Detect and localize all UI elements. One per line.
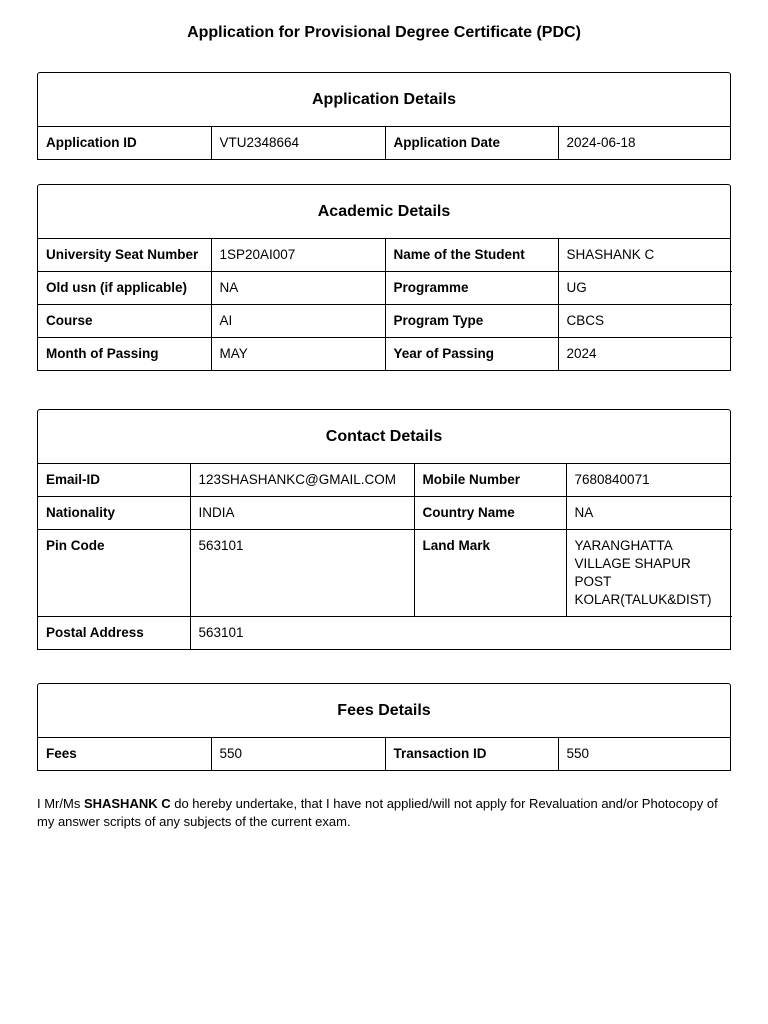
field-value: 2024-06-18 bbox=[566, 135, 636, 150]
field-label: Country Name bbox=[414, 497, 566, 530]
field-value: 2024 bbox=[566, 346, 597, 361]
field-label: Name of the Student bbox=[385, 239, 558, 272]
academic-details-section bbox=[37, 184, 731, 371]
table-row bbox=[38, 530, 732, 617]
field-value: NA bbox=[211, 272, 385, 305]
field-label: Mobile Number bbox=[414, 464, 566, 497]
table-row bbox=[38, 738, 732, 770]
undertaking-statement bbox=[37, 795, 737, 831]
field-value: 550 bbox=[211, 738, 385, 770]
field-value: MAY bbox=[211, 338, 385, 371]
field-value: AI bbox=[211, 305, 385, 338]
field-value: CBCS bbox=[558, 305, 732, 338]
contact-details-section bbox=[37, 409, 731, 650]
field-value: NA bbox=[566, 497, 732, 530]
application-details-table bbox=[38, 127, 732, 159]
page-title: Application for Provisional Degree Certificate (PDC) bbox=[187, 24, 581, 41]
field-label: Fees bbox=[38, 738, 211, 770]
field-value: INDIA bbox=[190, 497, 414, 530]
field-value: 563101 bbox=[190, 530, 414, 617]
field-label: Application ID bbox=[38, 127, 211, 159]
field-value: 563101 bbox=[198, 625, 244, 640]
table-row bbox=[38, 617, 732, 650]
table-row bbox=[38, 239, 732, 272]
academic-details-heading: Academic Details bbox=[38, 185, 730, 239]
table-row bbox=[38, 272, 732, 305]
field-label: Programme bbox=[385, 272, 558, 305]
field-value: UG bbox=[558, 272, 732, 305]
field-value: 1SP20AI007 bbox=[211, 239, 385, 272]
table-row bbox=[38, 338, 732, 371]
field-label: Email-ID bbox=[38, 464, 190, 497]
field-value: VTU2348664 bbox=[211, 127, 385, 159]
field-label: Postal Address bbox=[38, 617, 190, 650]
application-details-section bbox=[37, 72, 731, 160]
field-label: University Seat Number bbox=[38, 239, 211, 272]
table-row bbox=[38, 127, 732, 159]
contact-details-heading: Contact Details bbox=[38, 410, 730, 464]
contact-details-table bbox=[38, 464, 732, 649]
academic-details-table bbox=[38, 239, 732, 370]
table-row bbox=[38, 464, 732, 497]
student-name: SHASHANK C bbox=[83, 796, 171, 811]
application-details-heading: Application Details bbox=[38, 73, 730, 127]
field-label: Course bbox=[38, 305, 211, 338]
field-value: YARANGHATTA VILLAGE SHAPUR POST KOLAR(TALUK&DIST) bbox=[566, 530, 732, 617]
undertaking-prefix: I Mr/Ms bbox=[37, 796, 84, 811]
table-row bbox=[38, 305, 732, 338]
fees-details-section bbox=[37, 683, 731, 771]
table-row bbox=[38, 497, 732, 530]
field-label: Old usn (if applicable) bbox=[38, 272, 211, 305]
field-label: Land Mark bbox=[414, 530, 566, 617]
field-label: Year of Passing bbox=[385, 338, 558, 371]
field-label: Program Type bbox=[385, 305, 558, 338]
field-label: Pin Code bbox=[38, 530, 190, 617]
field-label: Nationality bbox=[38, 497, 190, 530]
field-label: Month of Passing bbox=[38, 338, 211, 371]
field-value: SHASHANK C bbox=[558, 239, 732, 272]
field-value: 7680840071 bbox=[566, 464, 732, 497]
field-label: Transaction ID bbox=[385, 738, 558, 770]
field-label: Application Date bbox=[385, 127, 558, 159]
field-value: 123SHASHANKC@GMAIL.COM bbox=[190, 464, 414, 497]
fees-details-table bbox=[38, 738, 732, 770]
fees-details-heading: Fees Details bbox=[38, 684, 730, 738]
field-value: 550 bbox=[566, 746, 590, 761]
undertaking-text: do hereby undertake, that I have not applied/will not apply for Revaluation and/or Photocopy of my answer scripts of any subjects of the current exam. bbox=[37, 796, 718, 829]
